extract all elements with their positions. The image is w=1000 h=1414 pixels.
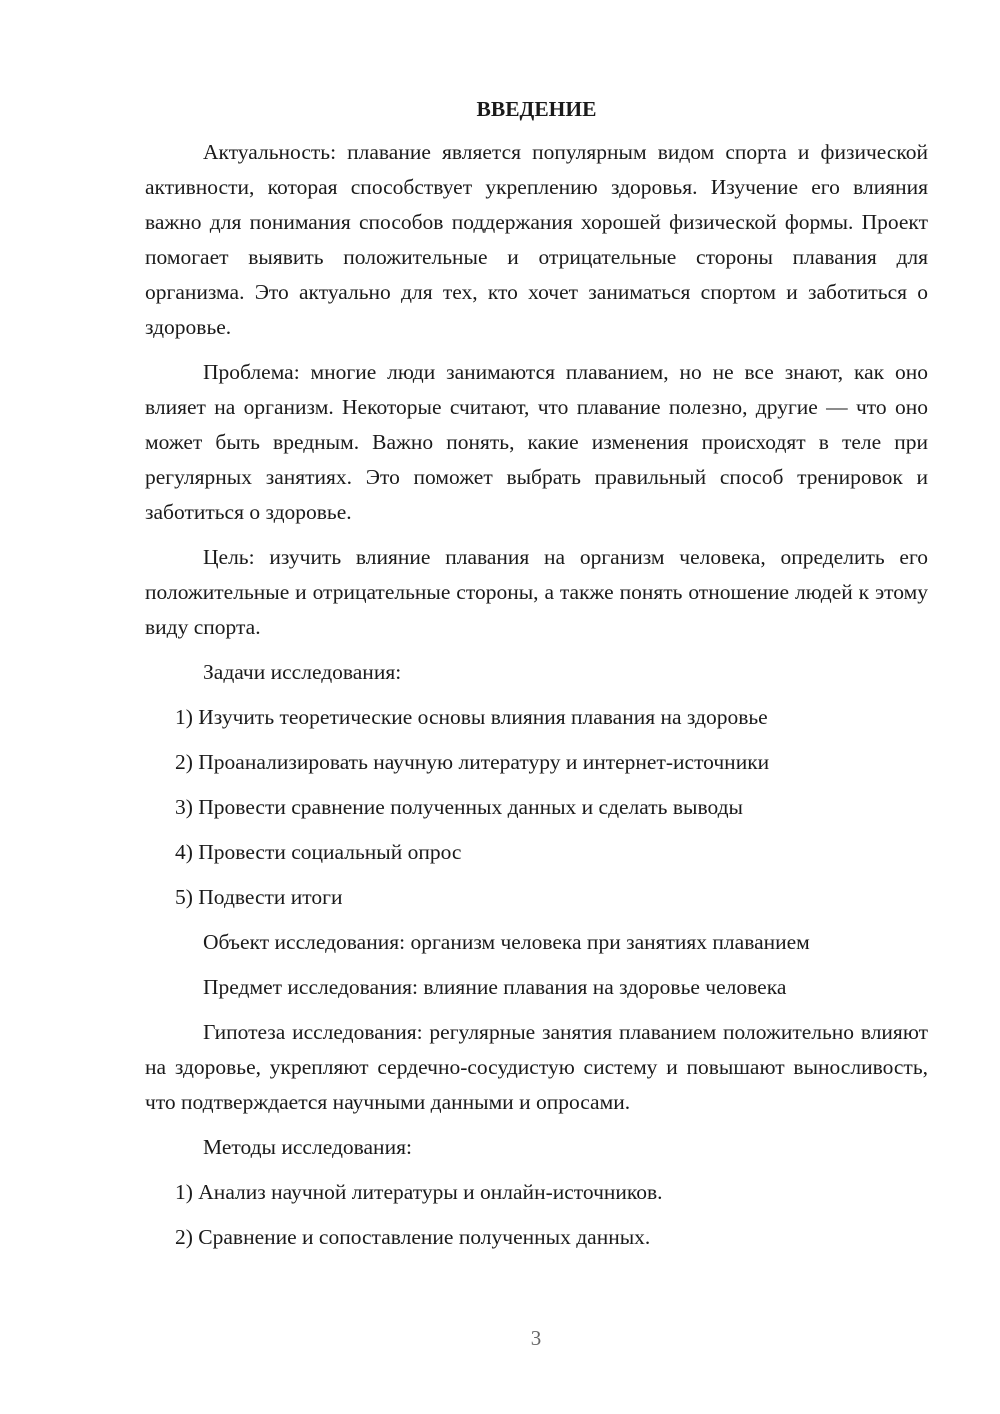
list-item: 4) Провести социальный опрос: [175, 840, 462, 864]
tasks-list: [145, 700, 928, 915]
subject-paragraph: Предмет исследования: влияние плавания на здоровье человека: [203, 975, 787, 999]
list-item: 1) Изучить теоретические основы влияния плавания на здоровье: [175, 705, 768, 729]
document-page: [145, 92, 928, 1265]
list-item: 2) Сравнение и сопоставление полученных данных.: [175, 1225, 651, 1249]
methods-list: [145, 1175, 928, 1255]
section-heading: ВВЕДЕНИЕ: [476, 97, 597, 121]
page-number: 3: [530, 1326, 542, 1350]
hypothesis-paragraph: Гипотеза исследования: регулярные занятия плаванием положительно влияют на здоровье, укрепляют сердечно-сосудистую систему и повышают выносливость, что подтверждается научными данными и опросами.: [145, 1020, 928, 1114]
object-paragraph: Объект исследования: организм человека при занятиях плаванием: [203, 930, 810, 954]
list-item: 3) Провести сравнение полученных данных и сделать выводы: [175, 795, 743, 819]
list-item: 2) Проанализировать научную литературу и интернет-источники: [175, 750, 770, 774]
list-item: 5) Подвести итоги: [175, 885, 343, 909]
methods-heading: Методы исследования:: [203, 1135, 412, 1159]
list-item: 1) Анализ научной литературы и онлайн-источников.: [175, 1180, 663, 1204]
problem-paragraph: Проблема: многие люди занимаются плаванием, но не все знают, как оно влияет на организм. Некоторые считают, что плавание полезно, другие — что оно может быть вредным. Важно понять, какие изменения происходят в теле при регулярных занятиях. Это поможет выбрать правильный способ тренировок и заботиться о здоровье.: [145, 360, 928, 524]
tasks-heading: Задачи исследования:: [203, 660, 402, 684]
relevance-paragraph: Актуальность: плавание является популярным видом спорта и физической активности, которая способствует укреплению здоровья. Изучение его влияния важно для понимания способов поддержания хорошей физической формы. Проект помогает выявить положительные и отрицательные стороны плавания для организма. Это актуально для тех, кто хочет заниматься спортом и заботиться о здоровье.: [145, 140, 928, 339]
goal-paragraph: Цель: изучить влияние плавания на организм человека, определить его положительные и отрицательные стороны, а также понять отношение людей к этому виду спорта.: [145, 545, 928, 639]
